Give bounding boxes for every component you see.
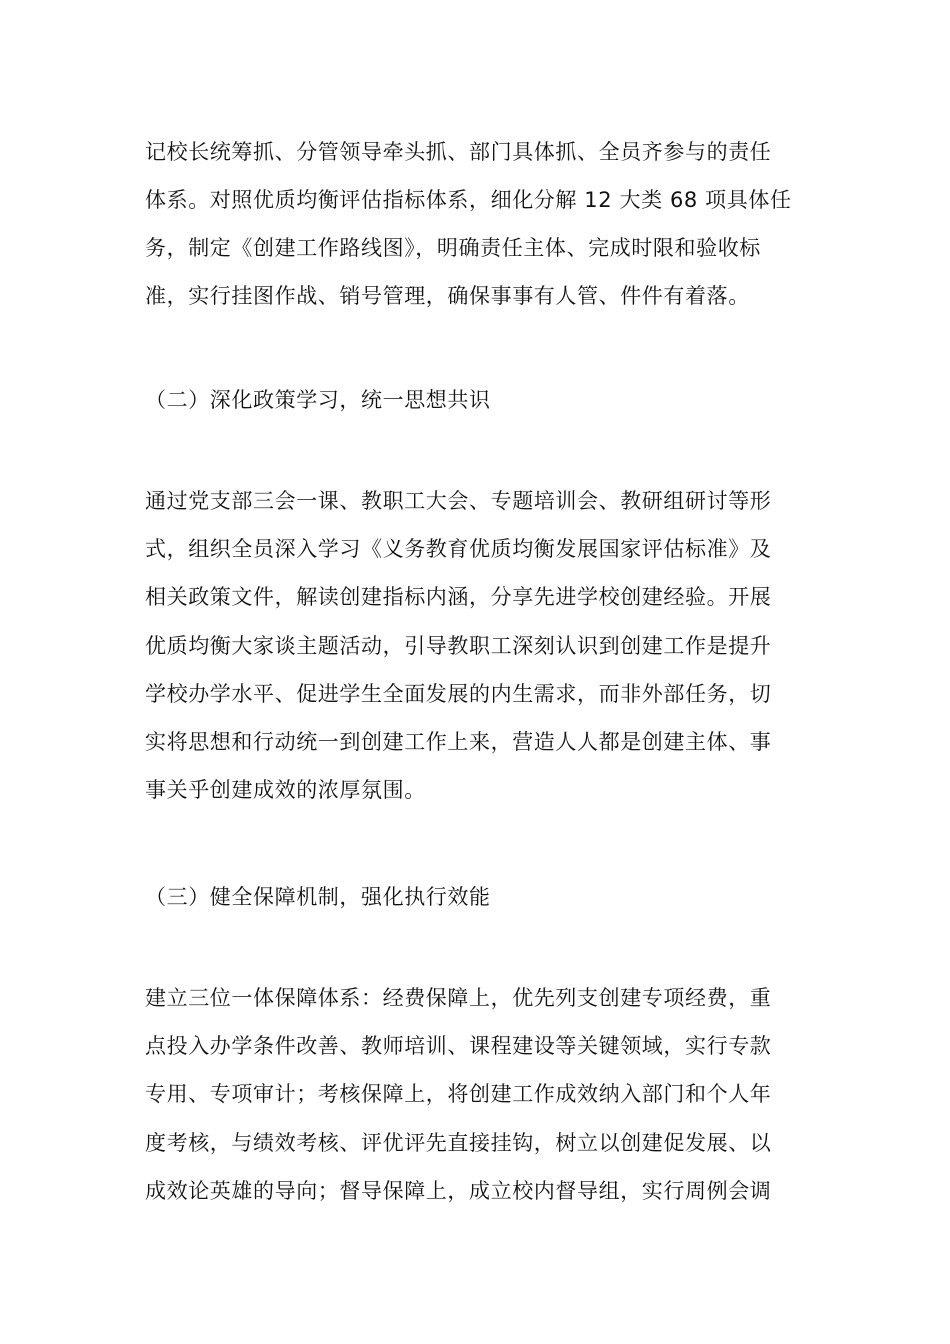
- paragraph-1-line-1: 记校长统筹抓、分管领导牵头抓、部门具体抓、全员齐参与的责任: [145, 140, 772, 164]
- paragraph-3-line-2: 点投入办学条件改善、教师培训、课程建设等关键领域，实行专款: [145, 1034, 772, 1058]
- paragraph-3-line-3: 专用、专项审计；考核保障上，将创建工作成效纳入部门和个人年: [145, 1082, 772, 1106]
- paragraph-2-line-6: 实将思想和行动统一到创建工作上来，营造人人都是创建主体、事: [145, 730, 772, 754]
- section-heading-2: （二）深化政策学习，统一思想共识: [145, 388, 491, 412]
- paragraph-2-line-4: 优质均衡大家谈主题活动，引导教职工深刻认识到创建工作是提升: [145, 634, 772, 658]
- section-heading-3: （三）健全保障机制，强化执行效能: [145, 885, 491, 909]
- paragraph-3-line-4: 度考核，与绩效考核、评优评先直接挂钩，树立以创建促发展、以: [145, 1131, 772, 1155]
- paragraph-2-line-2: 式，组织全员深入学习《义务教育优质均衡发展国家评估标准》及: [145, 537, 772, 561]
- paragraph-2-line-7: 事关乎创建成效的浓厚氛围。: [145, 778, 426, 802]
- paragraph-1-line-4: 准，实行挂图作战、销号管理，确保事事有人管、件件有着落。: [145, 284, 750, 308]
- paragraph-1-line-3: 务，制定《创建工作路线图》，明确责任主体、完成时限和验收标: [145, 236, 761, 260]
- paragraph-3-line-5: 成效论英雄的导向；督导保障上，成立校内督导组，实行周例会调: [145, 1179, 772, 1203]
- paragraph-1-line-2: 体系。对照优质均衡评估指标体系，细化分解 12 大类 68 项具体任: [145, 188, 792, 212]
- paragraph-2-line-1: 通过党支部三会一课、教职工大会、专题培训会、教研组研讨等形: [145, 489, 772, 513]
- paragraph-3-line-1: 建立三位一体保障体系：经费保障上，优先列支创建专项经费，重: [145, 986, 772, 1010]
- paragraph-2-line-5: 学校办学水平、促进学生全面发展的内生需求，而非外部任务，切: [145, 682, 772, 706]
- paragraph-2-line-3: 相关政策文件，解读创建指标内涵，分享先进学校创建经验。开展: [145, 585, 772, 609]
